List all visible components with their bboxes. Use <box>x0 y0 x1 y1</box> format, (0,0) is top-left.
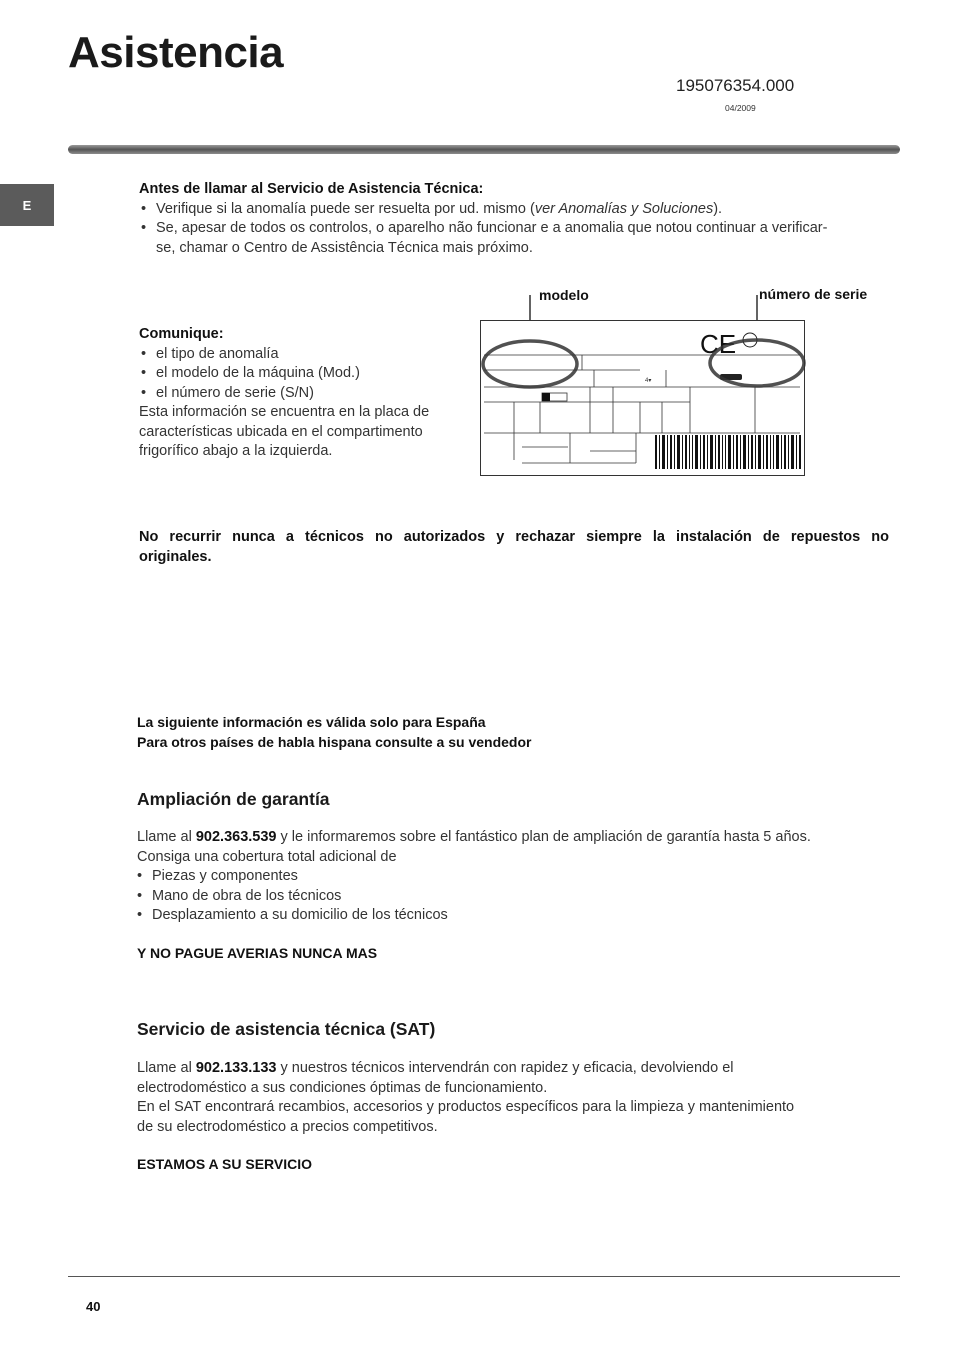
text: Llame al <box>137 1060 196 1076</box>
plate-small-mark: 4▾ <box>645 378 652 384</box>
sat-body <box>137 1059 917 1137</box>
item-text: ). <box>713 200 723 217</box>
item-text: se, chamar o Centro de Assistência Técnica mais próximo. <box>156 239 533 256</box>
communicate-note-line: Esta información se encuentra en la placa de <box>139 404 430 420</box>
text: Llame al <box>137 829 196 845</box>
rating-plate-diagram <box>470 285 820 485</box>
warning-note <box>139 527 889 567</box>
list-item <box>139 200 889 220</box>
text: y le informaremos sobre el fantástico plan de ampliación de garantía hasta 5 años. <box>276 829 811 845</box>
footer-divider <box>68 1276 900 1277</box>
document-number: 195076354.000 <box>676 76 795 95</box>
item-text: Verifique si la anomalía puede ser resuelta por ud. mismo ( <box>156 200 535 217</box>
ce-mark: CE <box>700 329 737 359</box>
sat-phone: 902.133.133 <box>195 1060 277 1076</box>
header-divider <box>68 145 900 154</box>
language-tab-label: E <box>22 197 32 213</box>
spain-info-line: Para otros países de habla hispana consulte a su vendedor <box>137 733 532 750</box>
sat-line: de su electrodoméstico a precios competitivos. <box>137 1118 438 1135</box>
communicate-heading: Comunique: <box>139 326 224 342</box>
sat-slogan: ESTAMOS A SU SERVICIO <box>137 1156 313 1172</box>
sat-line <box>137 1059 917 1079</box>
sat-line: En el SAT encontrará recambios, accesorios y productos específicos para la limpieza y mantenimiento <box>137 1099 795 1115</box>
list-item: • Desplazamiento a su domicilio de los técnicos <box>135 906 917 926</box>
cross-reference: ver Anomalías y Soluciones <box>534 200 714 217</box>
document-date: 04/2009 <box>725 103 756 113</box>
warranty-slogan: Y NO PAGUE AVERIAS NUNCA MAS <box>137 945 378 961</box>
spain-info-line: La siguiente información es válida solo para España <box>137 714 486 730</box>
warranty-line: Consiga una cobertura total adicional de <box>137 848 397 865</box>
energy-class-mark <box>542 393 550 401</box>
list-item <box>139 219 889 258</box>
before-calling-list <box>139 200 889 259</box>
warranty-body <box>137 828 917 926</box>
page-number: 40 <box>86 1299 101 1314</box>
warranty-heading: Ampliación de garantía <box>137 789 330 809</box>
warning-line: No recurrir nunca a técnicos no autorizados y rechazar siempre la instalación de repuestos no <box>139 529 889 545</box>
communicate-note-line: características ubicada en el compartimento <box>139 423 423 440</box>
sat-line: electrodoméstico a sus condiciones óptimas de funcionamiento. <box>137 1079 548 1096</box>
communicate-list <box>139 345 469 404</box>
list-item: • el tipo de anomalía <box>139 345 469 365</box>
list-item: • el número de serie (S/N) <box>139 384 469 404</box>
list-item: • Mano de obra de los técnicos <box>135 887 917 907</box>
language-tab <box>0 184 54 226</box>
serial-number-label: número de serie <box>759 286 868 302</box>
text: y nuestros técnicos intervendrán con rapidez y eficacia, devolviendo el <box>276 1060 734 1076</box>
before-calling-section <box>139 180 889 258</box>
list-item: • el modelo de la máquina (Mod.) <box>139 364 469 384</box>
warning-line: originales. <box>139 549 212 565</box>
communicate-section <box>139 325 469 462</box>
communicate-note-line: frigorífico abajo a la izquierda. <box>139 443 333 459</box>
list-item: • Piezas y componentes <box>135 867 917 887</box>
page-title: Asistencia <box>68 28 284 77</box>
before-calling-heading: Antes de llamar al Servicio de Asistencia Técnica: <box>139 181 484 197</box>
warranty-phone: 902.363.539 <box>195 829 277 845</box>
spain-info <box>137 713 531 752</box>
item-text: Se, apesar de todos os controlos, o aparelho não funcionar e a anomalia que notou continuar a verificar- <box>156 220 828 236</box>
model-label: modelo <box>539 287 589 303</box>
warranty-list <box>135 867 917 926</box>
warranty-line <box>137 828 917 848</box>
sat-heading: Servicio de asistencia técnica (SAT) <box>137 1019 436 1039</box>
